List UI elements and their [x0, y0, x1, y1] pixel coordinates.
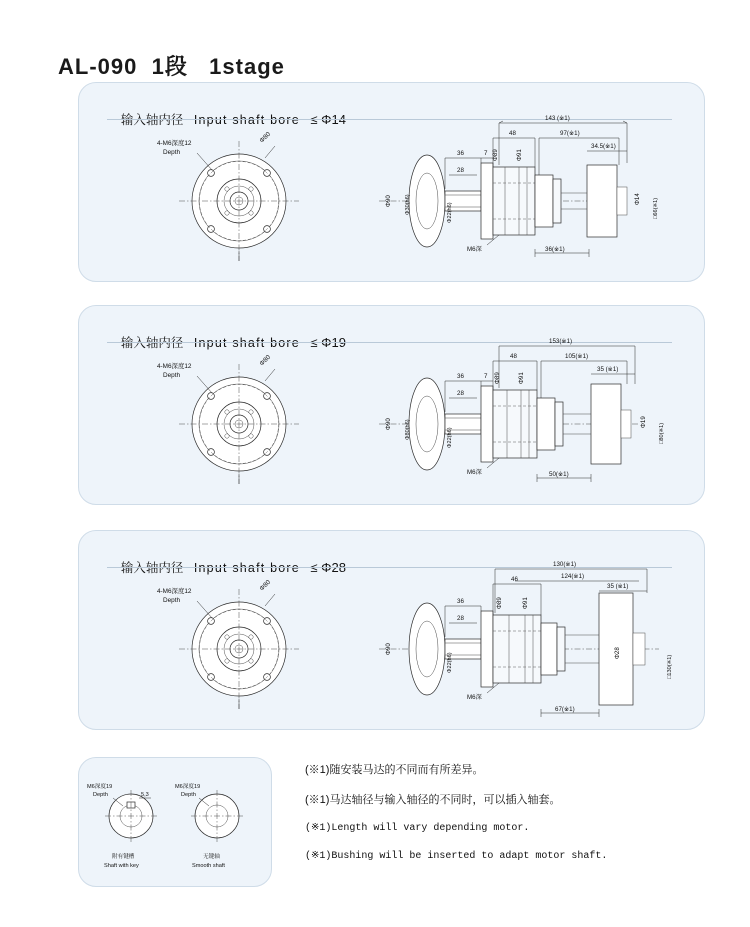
flange-od: Φ89	[494, 372, 501, 384]
caption-left-cn: 附有键槽	[112, 854, 135, 860]
bottom-len: 36(※1)	[545, 246, 565, 253]
dim-low-a: 36	[457, 150, 464, 157]
bolt-note-en: Depth	[163, 149, 181, 156]
front-view-1	[157, 131, 299, 261]
bore-label-en: Input shaft bore	[193, 561, 300, 575]
caption-right-cn: 无键轴	[203, 854, 220, 860]
pcd-label: Φ80	[258, 353, 273, 368]
dim-low-a: 36	[457, 598, 464, 605]
drawing-panel-3	[79, 531, 704, 729]
notes-block	[305, 762, 725, 877]
left-pilot: Φ30(h6)	[405, 194, 411, 215]
drawing-panel-2	[79, 306, 704, 504]
bore-label-cn: 输入轴内径	[120, 336, 184, 350]
pcd-label: Φ80	[258, 578, 273, 593]
shaft-detail-panel	[78, 757, 272, 887]
dim-low-c: 28	[457, 390, 464, 397]
body-od: Φ91	[518, 372, 525, 384]
bore-value: ≤ Φ28	[310, 560, 346, 575]
dim-low-a: 36	[457, 373, 464, 380]
shaft-od: Φ14	[634, 193, 641, 205]
side-view-2	[379, 338, 665, 482]
bore-label-cn: 输入轴内径	[120, 113, 184, 127]
shaft-od: Φ28	[614, 647, 621, 659]
bore-label-en: Input shaft bore	[193, 113, 300, 127]
dim-low-c: 28	[457, 167, 464, 174]
side-view-3	[379, 561, 673, 717]
spec-panel-3	[78, 530, 705, 730]
bore-value: ≤ Φ19	[310, 335, 346, 350]
left-od: Φ90	[385, 418, 392, 430]
flange-od: Φ89	[492, 149, 499, 161]
left-inner: Φ22(h6)	[447, 202, 453, 223]
body-od: Φ91	[522, 597, 529, 609]
front-view-2	[157, 354, 299, 484]
left-inner: Φ22(h6)	[447, 652, 453, 673]
drawing-panel-1	[79, 83, 704, 281]
left-pilot: Φ80(h6)	[405, 419, 411, 440]
shaft-od: Φ19	[640, 416, 647, 428]
right-note-cn: M6深度19	[175, 784, 201, 790]
dim-total: 130(※1)	[553, 561, 577, 568]
dim-low-b: 7	[484, 373, 488, 380]
dim-upper-a: 46	[511, 576, 518, 583]
flange-od: Φ89	[496, 597, 503, 609]
bolt-note-cn: 4-M6深度12	[157, 140, 192, 147]
dim-right-a: 35 (※1)	[607, 583, 629, 590]
bore-value: ≤ Φ14	[310, 112, 346, 127]
dim-low-c: 28	[457, 615, 464, 622]
square-od: □66(※1)	[653, 197, 659, 219]
page-title: AL-090 1段 1stage	[58, 54, 285, 79]
note-3: (※1)Length will vary depending motor.	[305, 823, 530, 834]
front-view-3	[157, 579, 299, 709]
spec-panel-2	[78, 305, 705, 505]
right-note-en: Depth	[181, 792, 196, 798]
dim-total: 143 (※1)	[545, 115, 570, 122]
dim-right-a: 35 (※1)	[597, 366, 619, 373]
body-od: Φ91	[516, 149, 523, 161]
left-note-en: Depth	[93, 792, 108, 798]
dim-right-a: 34.5(※1)	[591, 143, 616, 150]
dim-total: 153(※1)	[549, 338, 573, 345]
bottom-len: 50(※1)	[549, 471, 569, 478]
bolt-note-en: Depth	[163, 597, 181, 604]
caption-left-en: Shaft with key	[104, 863, 139, 869]
side-view-1	[379, 115, 659, 257]
dim-upper-a: 48	[509, 130, 516, 137]
note-2: (※1)马达轴径与输入轴径的不同时，可以插入轴套。	[305, 793, 561, 806]
dim-upper-b: 97(※1)	[560, 130, 580, 137]
square-od: □130(※1)	[667, 654, 673, 679]
dim-upper-b: 105(※1)	[565, 353, 589, 360]
bolt-note-en: Depth	[163, 372, 181, 379]
bore-label-en: Input shaft bore	[193, 336, 300, 350]
bolt-note-cn: 4-M6深度12	[157, 363, 192, 370]
bolt-note-cn: 4-M6深度12	[157, 588, 192, 595]
bottom-tap: M6深	[467, 246, 482, 253]
dim-upper-a: 48	[510, 353, 517, 360]
left-note-cn: M6深度19	[87, 784, 113, 790]
key-dim: 5,3	[141, 792, 149, 798]
caption-right-en: Smooth shaft	[192, 863, 225, 869]
bottom-tap: M6深	[467, 469, 482, 476]
spec-panel-1	[78, 82, 705, 282]
left-inner: Φ22(h6)	[447, 427, 453, 448]
pcd-label: Φ80	[258, 130, 273, 145]
shaft-detail-drawing	[79, 758, 271, 886]
bottom-tap: M6深	[467, 694, 482, 701]
dim-upper-b: 124(※1)	[561, 573, 585, 580]
square-od: □80(※1)	[659, 422, 665, 444]
left-od: Φ90	[385, 643, 392, 655]
bottom-len: 67(※1)	[555, 706, 575, 713]
note-1: (※1)随安装马达的不同而有所差异。	[305, 764, 484, 776]
bore-label-cn: 输入轴内径	[120, 561, 184, 575]
note-4: (※1)Bushing will be inserted to adapt motor shaft.	[305, 851, 608, 862]
left-od: Φ90	[385, 195, 392, 207]
dim-low-b: 7	[484, 150, 488, 157]
